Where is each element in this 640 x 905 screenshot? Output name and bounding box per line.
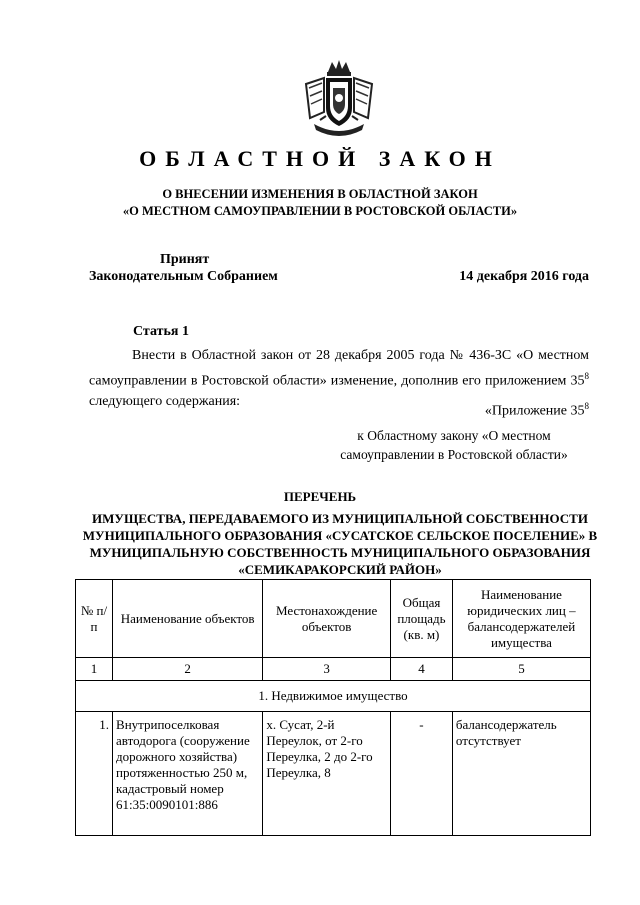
property-table [75,579,591,836]
column-number: 1 [76,658,113,681]
article-text-sup: 8 [584,371,589,381]
header-holder: Наименование юридических лиц – балансодержателей имущества [452,580,590,658]
subtitle-line-2: «О МЕСТНОМ САМОУПРАВЛЕНИИ В РОСТОВСКОЙ ОБЛАСТИ» [122,204,518,218]
adopted-by: Законодательным Собранием [89,269,278,284]
subtitle-line-1: О ВНЕСЕНИИ ИЗМЕНЕНИЯ В ОБЛАСТНОЙ ЗАКОН [162,187,478,201]
article-text-main: Внести в Областной закон от 28 декабря 2005 года № 436-ЗС «О местном самоуправлении в Ростовской области» изменение, дополнив его приложением 35 [89,348,589,389]
column-number: 5 [452,658,590,681]
header-area: Общая площадь (кв. м) [391,580,453,658]
column-numbers-row [76,658,591,681]
law-subtitle [0,186,640,220]
section-row [76,681,591,712]
row-holder: балансодержатель отсутствует [452,712,590,836]
column-number: 4 [391,658,453,681]
column-number: 2 [113,658,263,681]
header-name: Наименование объектов [113,580,263,658]
header-num: № п/п [76,580,113,658]
coat-of-arms-icon [300,58,378,142]
appendix-label-sup: 8 [584,401,589,411]
law-title: ОБЛАСТНОЙ ЗАКОН [139,146,501,171]
row-location: х. Сусат, 2-й Переулок, от 2-го Переулка, 2 до 2-го Переулка, 8 [263,712,391,836]
adopted-label: Принят [160,252,210,267]
appendix-reference [319,426,589,464]
section-label: 1. Недвижимое имущество [76,681,591,712]
table-row [76,712,591,836]
appendix-ref-line-1: к Областному закону «О местном [357,428,551,443]
list-title: ПЕРЕЧЕНЬ [283,489,357,504]
column-number: 3 [263,658,391,681]
row-name: Внутрипоселковая автодорога (сооружение дорожного хозяйства) протяженностью 250 м, кадастровый номер 61:35:0090101:886 [113,712,263,836]
header-location: Местонахождение объектов [263,580,391,658]
appendix-label [485,401,589,420]
list-subtitle: ИМУЩЕСТВА, ПЕРЕДАВАЕМОГО ИЗ МУНИЦИПАЛЬНОЙ СОБСТВЕННОСТИ МУНИЦИПАЛЬНОГО ОБРАЗОВАНИЯ «СУСАТСКОЕ СЕЛЬСКОЕ ПОСЕЛЕНИЕ» В МУНИЦИПАЛЬНУЮ СОБСТВЕННОСТЬ МУНИЦИПАЛЬНОГО ОБРАЗОВАНИЯ «СЕМИКАРАКОРСКИЙ РАЙОН» [82,511,598,577]
article-text-end: следующего содержания: [89,393,241,409]
article-heading: Статья 1 [133,324,189,339]
appendix-ref-line-2: самоуправлении в Ростовской области» [340,447,568,462]
table-header-row [76,580,591,658]
row-num: 1. [76,712,113,836]
row-area: - [391,712,453,836]
appendix-label-text: «Приложение 35 [484,403,585,419]
adoption-date: 14 декабря 2016 года [459,269,589,284]
